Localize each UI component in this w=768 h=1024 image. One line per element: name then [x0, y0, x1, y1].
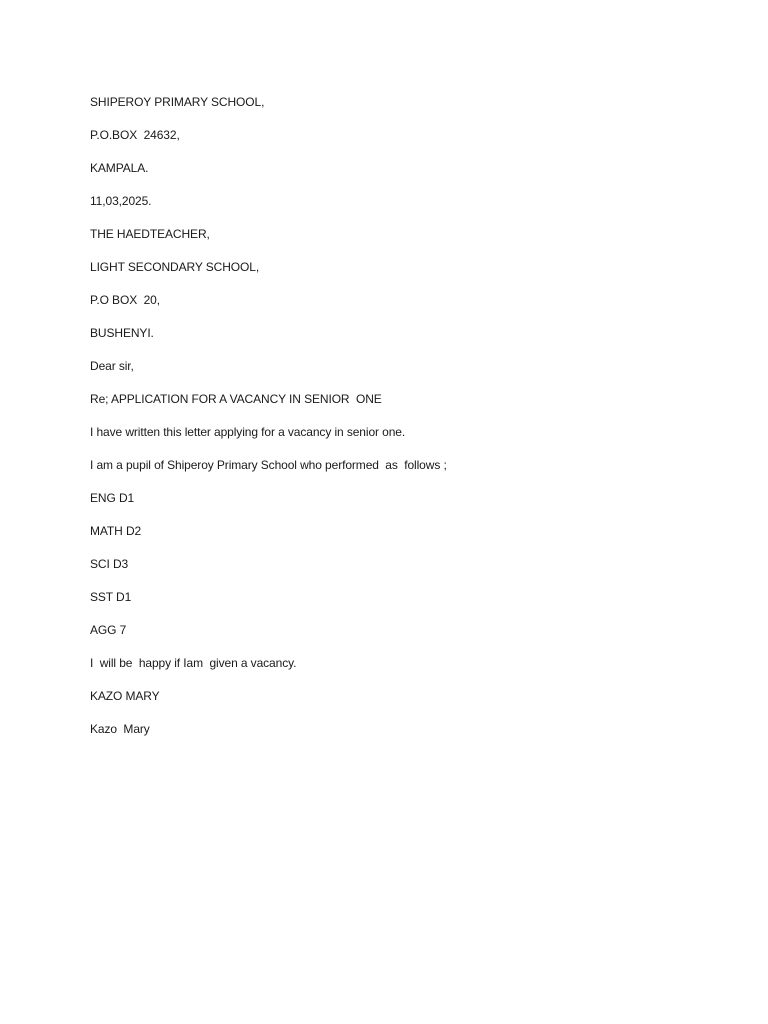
body-paragraph-2: I am a pupil of Shiperoy Primary School who performed as follows ;: [90, 458, 447, 472]
letter-body: [90, 92, 690, 752]
salutation: Dear sir,: [90, 359, 134, 373]
result-aggregate: AGG 7: [90, 623, 127, 637]
result-sci: SCI D3: [90, 557, 129, 571]
recipient-title: THE HAEDTEACHER,: [90, 227, 210, 241]
sender-po-box: P.O.BOX 24632,: [90, 128, 180, 142]
body-paragraph-1: I have written this letter applying for a vacancy in senior one.: [90, 425, 406, 439]
recipient-po-box: P.O BOX 20,: [90, 293, 160, 307]
sender-school-name: SHIPEROY PRIMARY SCHOOL,: [90, 95, 265, 109]
result-sst: SST D1: [90, 590, 132, 604]
sender-city: KAMPALA.: [90, 161, 149, 175]
result-math: MATH D2: [90, 524, 142, 538]
subject-line: Re; APPLICATION FOR A VACANCY IN SENIOR ONE: [90, 392, 382, 406]
recipient-school-name: LIGHT SECONDARY SCHOOL,: [90, 260, 260, 274]
sender-name: KAZO MARY: [90, 689, 160, 703]
letter-date: 11,03,2025.: [90, 194, 152, 208]
signature: Kazo Mary: [90, 722, 150, 736]
closing-sentence: I will be happy if Iam given a vacancy.: [90, 656, 297, 670]
result-eng: ENG D1: [90, 491, 135, 505]
recipient-city: BUSHENYI.: [90, 326, 154, 340]
